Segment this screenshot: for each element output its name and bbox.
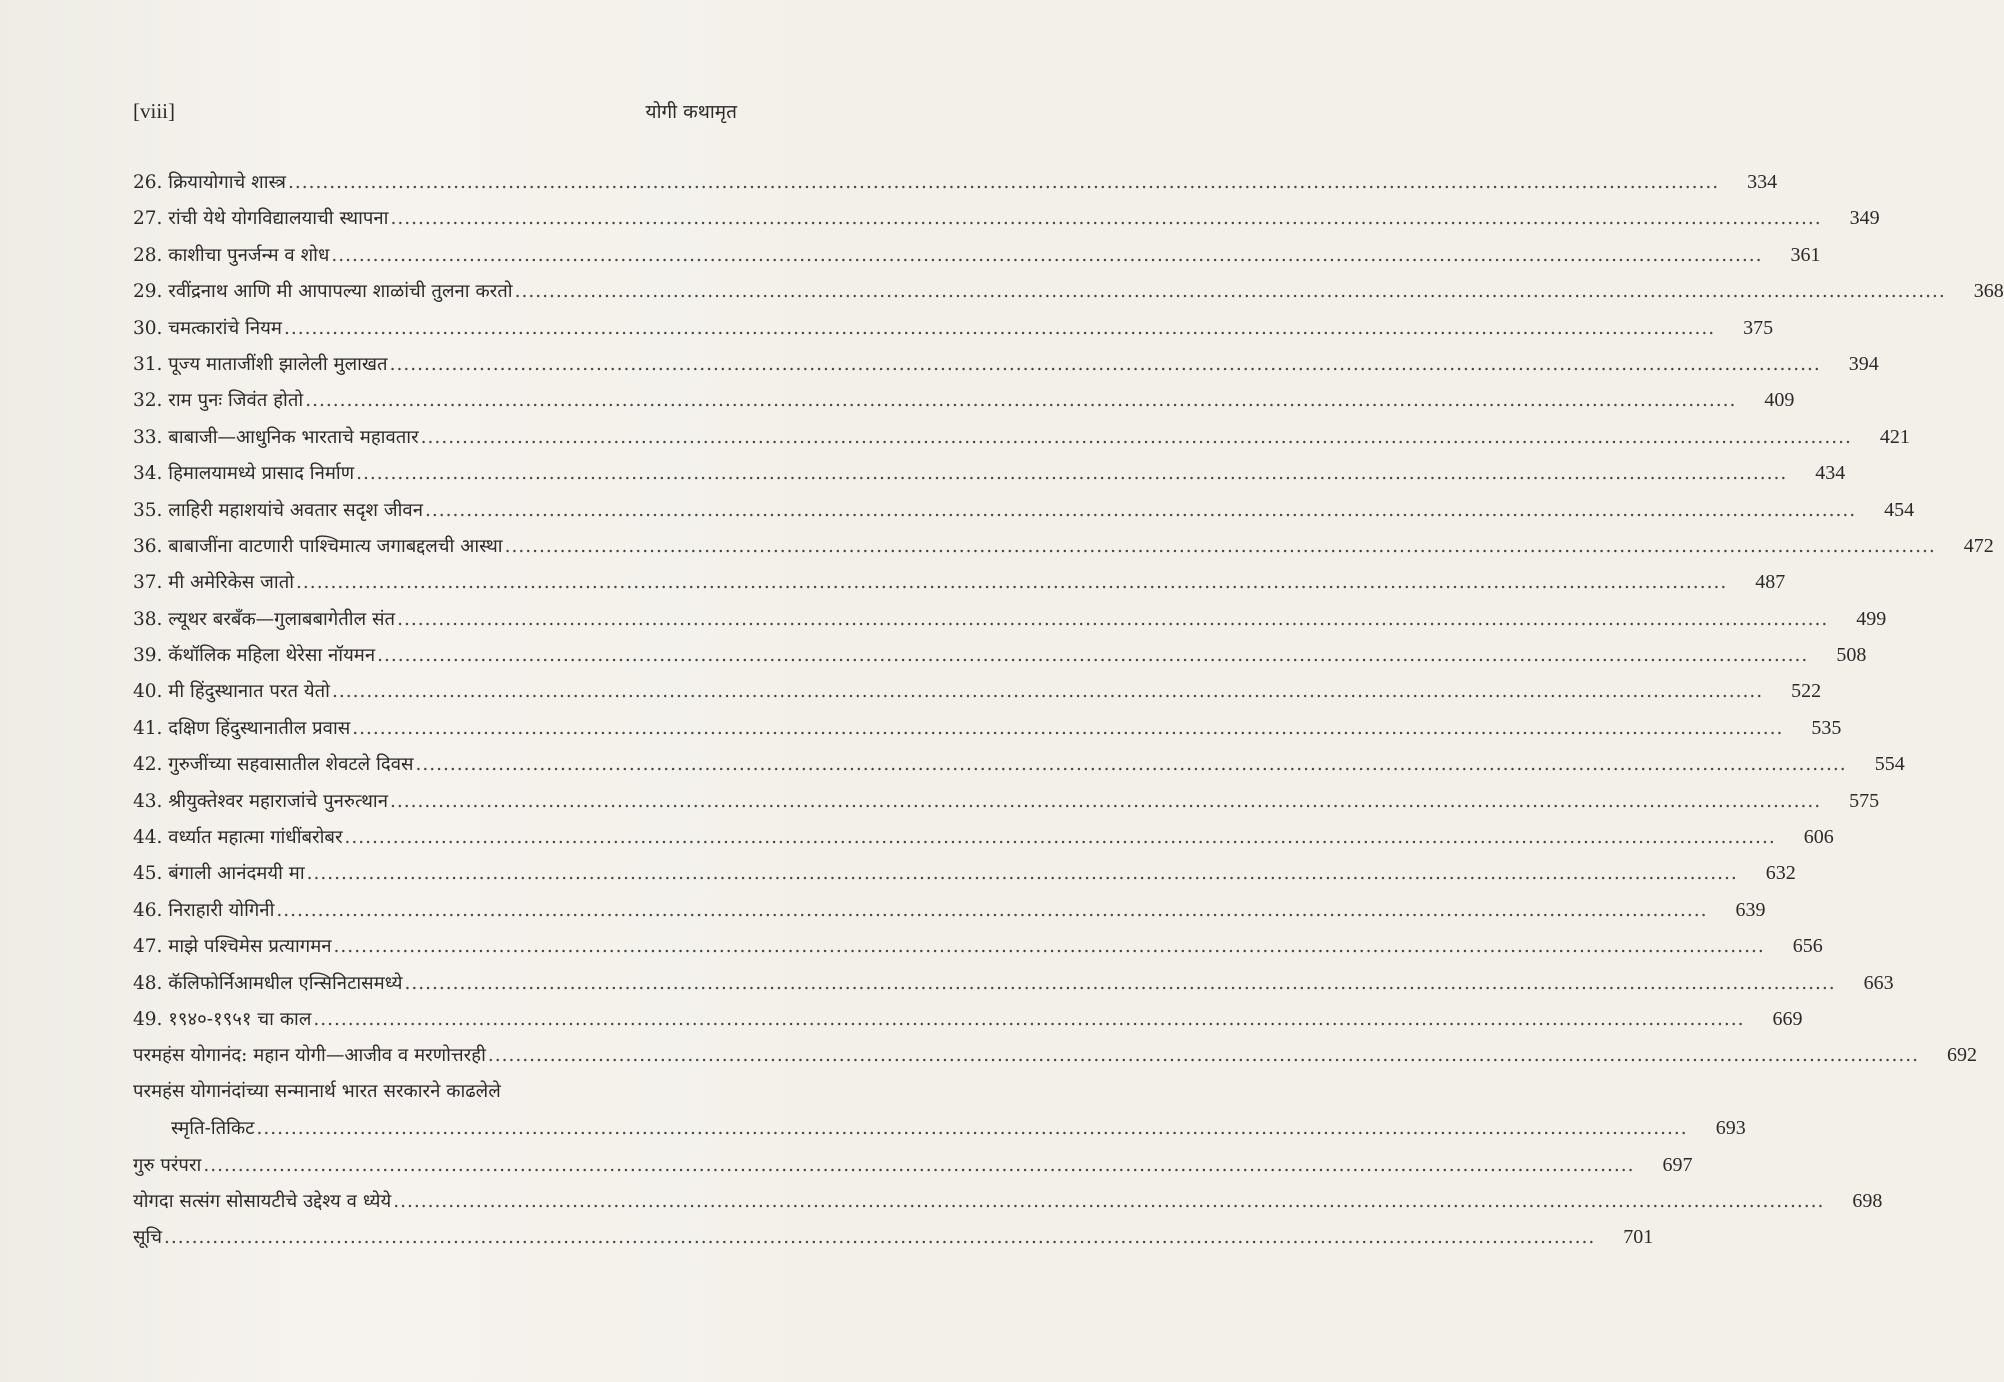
- toc-entry-title: 45. बंगाली आनंदमयी मा: [133, 863, 305, 885]
- toc-entry: [133, 455, 1846, 491]
- toc-entry: [133, 382, 1795, 418]
- toc-entry-title: 26. क्रियायोगाचे शास्त्र: [133, 172, 286, 193]
- toc-entry: [133, 164, 1778, 200]
- toc-entry-title: परमहंस योगानंदांच्या सन्मानार्थ भारत सरकारने काढलेले: [133, 1080, 501, 1102]
- toc-entry-title: 42. गुरुजींच्या सहवासातील शेवटले दिवस: [133, 754, 414, 776]
- toc-entry-page: 575: [1849, 789, 1880, 812]
- toc-entry-page: 487: [1755, 571, 1786, 594]
- dot-leader: [404, 966, 1835, 1002]
- toc-entry-title: 32. राम पुनः जिवंत होतो: [133, 390, 304, 412]
- toc-entry-page: 334: [1747, 171, 1778, 193]
- toc-entry: [133, 200, 1880, 236]
- dot-leader: [397, 602, 1828, 638]
- toc-entry: [133, 855, 1796, 891]
- toc-entry-page: 693: [1715, 1117, 1746, 1140]
- toc-entry-title: योगदा सत्संग सोसायटीचे उद्देश्य व ध्येये: [133, 1190, 392, 1212]
- dot-leader: [390, 201, 1821, 237]
- dot-leader: [488, 1038, 1919, 1074]
- toc-entry: [133, 746, 1905, 782]
- toc-entry-page: 663: [1863, 971, 1894, 994]
- toc-entry-page: 454: [1884, 498, 1915, 521]
- dot-leader: [276, 893, 1707, 929]
- toc-entry: [133, 928, 1823, 964]
- toc-entry-page: 508: [1836, 644, 1867, 667]
- toc-entry-page: 701: [1623, 1226, 1654, 1249]
- dot-leader: [393, 1184, 1824, 1220]
- toc-entry-title: 36. बाबाजींना वाटणारी पाश्चिमात्य जगाबद्दलची आस्था: [133, 535, 503, 557]
- toc-entry: [133, 1001, 1803, 1037]
- toc-entry-title: 41. दक्षिण हिंदुस्थानातील प्रवास: [133, 717, 351, 739]
- toc-entry-page: 692: [1947, 1044, 1978, 1067]
- toc-entry-title: 29. रवींद्रनाथ आणि मी आपापल्या शाळांची तुलना करतो: [133, 281, 513, 303]
- dot-leader: [356, 456, 1787, 492]
- toc-entry-page: 434: [1815, 462, 1846, 485]
- toc-entry: [133, 1074, 739, 1110]
- toc-entry-title: 31. पूज्य माताजींशी झालेली मुलाखत: [133, 353, 388, 375]
- toc-entry-page: 656: [1792, 935, 1823, 958]
- table-of-contents: [133, 164, 2004, 1256]
- toc-entry-title: स्मृति-तिकिट: [171, 1118, 255, 1140]
- toc-entry-page: 522: [1791, 680, 1822, 703]
- toc-entry-title: 49. १९४०-१९५१ चा काल: [133, 1008, 312, 1030]
- dot-leader: [203, 1148, 1634, 1184]
- toc-entry-title: 46. निराहारी योगिनी: [133, 899, 275, 921]
- dot-leader: [305, 383, 1736, 419]
- page-header: [133, 98, 737, 124]
- toc-entry-page: 349: [1849, 207, 1880, 230]
- toc-entry-page: 368: [1973, 280, 2004, 303]
- dot-leader: [421, 420, 1852, 456]
- toc-entry-page: 697: [1662, 1153, 1693, 1176]
- toc-entry: [133, 892, 1766, 928]
- toc-entry-title: 34. हिमालयामध्ये प्रासाद निर्माण: [133, 463, 355, 485]
- toc-entry: [133, 1110, 1746, 1146]
- toc-entry-page: 698: [1852, 1189, 1883, 1212]
- toc-entry-page: 554: [1874, 753, 1905, 776]
- dot-leader: [345, 820, 1776, 856]
- toc-entry: [133, 346, 1879, 382]
- toc-entry: [133, 492, 1915, 528]
- toc-entry-title: 30. चमत्कारांचे नियम: [133, 317, 282, 339]
- dot-leader: [284, 311, 1715, 347]
- dot-leader: [416, 747, 1847, 783]
- dot-leader: [515, 274, 1946, 310]
- toc-entry: [133, 419, 1910, 455]
- toc-entry-page: 361: [1790, 243, 1821, 266]
- dot-leader: [307, 856, 1738, 892]
- toc-entry-title: 48. कॅलिफोर्निआमधील एन्सिनिटासमध्ये: [133, 972, 403, 994]
- toc-entry-title: सूचि: [133, 1227, 163, 1249]
- toc-entry: [133, 1147, 1693, 1183]
- toc-entry-page: 409: [1764, 389, 1795, 412]
- toc-entry-page: 606: [1803, 826, 1834, 849]
- toc-entry: [133, 237, 1821, 273]
- toc-entry: [133, 273, 2004, 309]
- dot-leader: [390, 347, 1821, 383]
- toc-entry: [133, 601, 1887, 637]
- toc-entry-title: 33. बाबाजी—आधुनिक भारताचे महावतार: [133, 426, 419, 448]
- toc-entry-page: 394: [1848, 352, 1879, 375]
- toc-entry-page: 375: [1743, 316, 1774, 339]
- toc-entry-title: 35. लाहिरी महाशयांचे अवतार सदृश जीवन: [133, 499, 423, 521]
- toc-entry: [133, 710, 1842, 746]
- toc-entry-title: 47. माझे पश्चिमेस प्रत्यागमन: [133, 936, 332, 958]
- toc-entry-page: 472: [1963, 534, 1994, 557]
- toc-entry-page: 632: [1765, 862, 1796, 885]
- toc-entry-title: 43. श्रीयुक्तेश्वर महाराजांचे पुनरुत्थान: [133, 790, 388, 812]
- toc-entry: [133, 965, 1894, 1001]
- toc-entry-page: 421: [1879, 425, 1910, 448]
- dot-leader: [352, 711, 1783, 747]
- toc-entry-page: 499: [1856, 607, 1887, 630]
- toc-entry: [133, 637, 1867, 673]
- toc-entry-title: गुरु परंपरा: [133, 1154, 202, 1176]
- toc-entry: [133, 528, 1994, 564]
- dot-leader: [296, 565, 1727, 601]
- toc-entry-title: परमहंस योगानंद: महान योगी—आजीव व मरणोत्तरही: [133, 1045, 486, 1067]
- toc-entry-page: 535: [1811, 716, 1842, 739]
- toc-entry-title: 39. कॅथॉलिक महिला थेरेसा नॉयमन: [133, 645, 376, 667]
- toc-entry-page: 639: [1735, 898, 1766, 921]
- dot-leader: [288, 165, 1719, 201]
- toc-entry: [133, 1219, 1654, 1255]
- toc-entry: [133, 819, 1834, 855]
- dot-leader: [332, 674, 1763, 710]
- toc-entry: [133, 783, 1880, 819]
- dot-leader: [425, 493, 1856, 529]
- toc-entry-title: 28. काशीचा पुनर्जन्म व शोध: [133, 244, 330, 266]
- toc-entry-title: 27. रांची येथे योगविद्यालयाची स्थापना: [133, 208, 389, 230]
- dot-leader: [377, 638, 1808, 674]
- page-number: [viii]: [133, 99, 175, 123]
- dot-leader: [257, 1111, 1688, 1147]
- book-title: योगी कथामृत: [645, 101, 737, 123]
- dot-leader: [331, 238, 1762, 274]
- dot-leader: [334, 929, 1765, 965]
- toc-entry-title: 40. मी हिंदुस्थानात परत येतो: [133, 681, 330, 703]
- toc-entry-page: 669: [1772, 1007, 1803, 1030]
- dot-leader: [390, 784, 1821, 820]
- toc-entry: [133, 310, 1774, 346]
- dot-leader: [164, 1220, 1595, 1256]
- toc-entry-title: 44. वर्ध्यात महात्मा गांधींबरोबर: [133, 827, 343, 849]
- toc-entry-title: 37. मी अमेरिकेस जातो: [133, 572, 295, 594]
- dot-leader: [505, 529, 1936, 565]
- toc-entry: [133, 1183, 1883, 1219]
- toc-entry: [133, 673, 1822, 709]
- toc-entry: [133, 1037, 1978, 1073]
- toc-entry-title: 38. ल्यूथर बरबँक—गुलाबबागेतील संत: [133, 608, 396, 630]
- dot-leader: [313, 1002, 1744, 1038]
- toc-entry: [133, 564, 1786, 600]
